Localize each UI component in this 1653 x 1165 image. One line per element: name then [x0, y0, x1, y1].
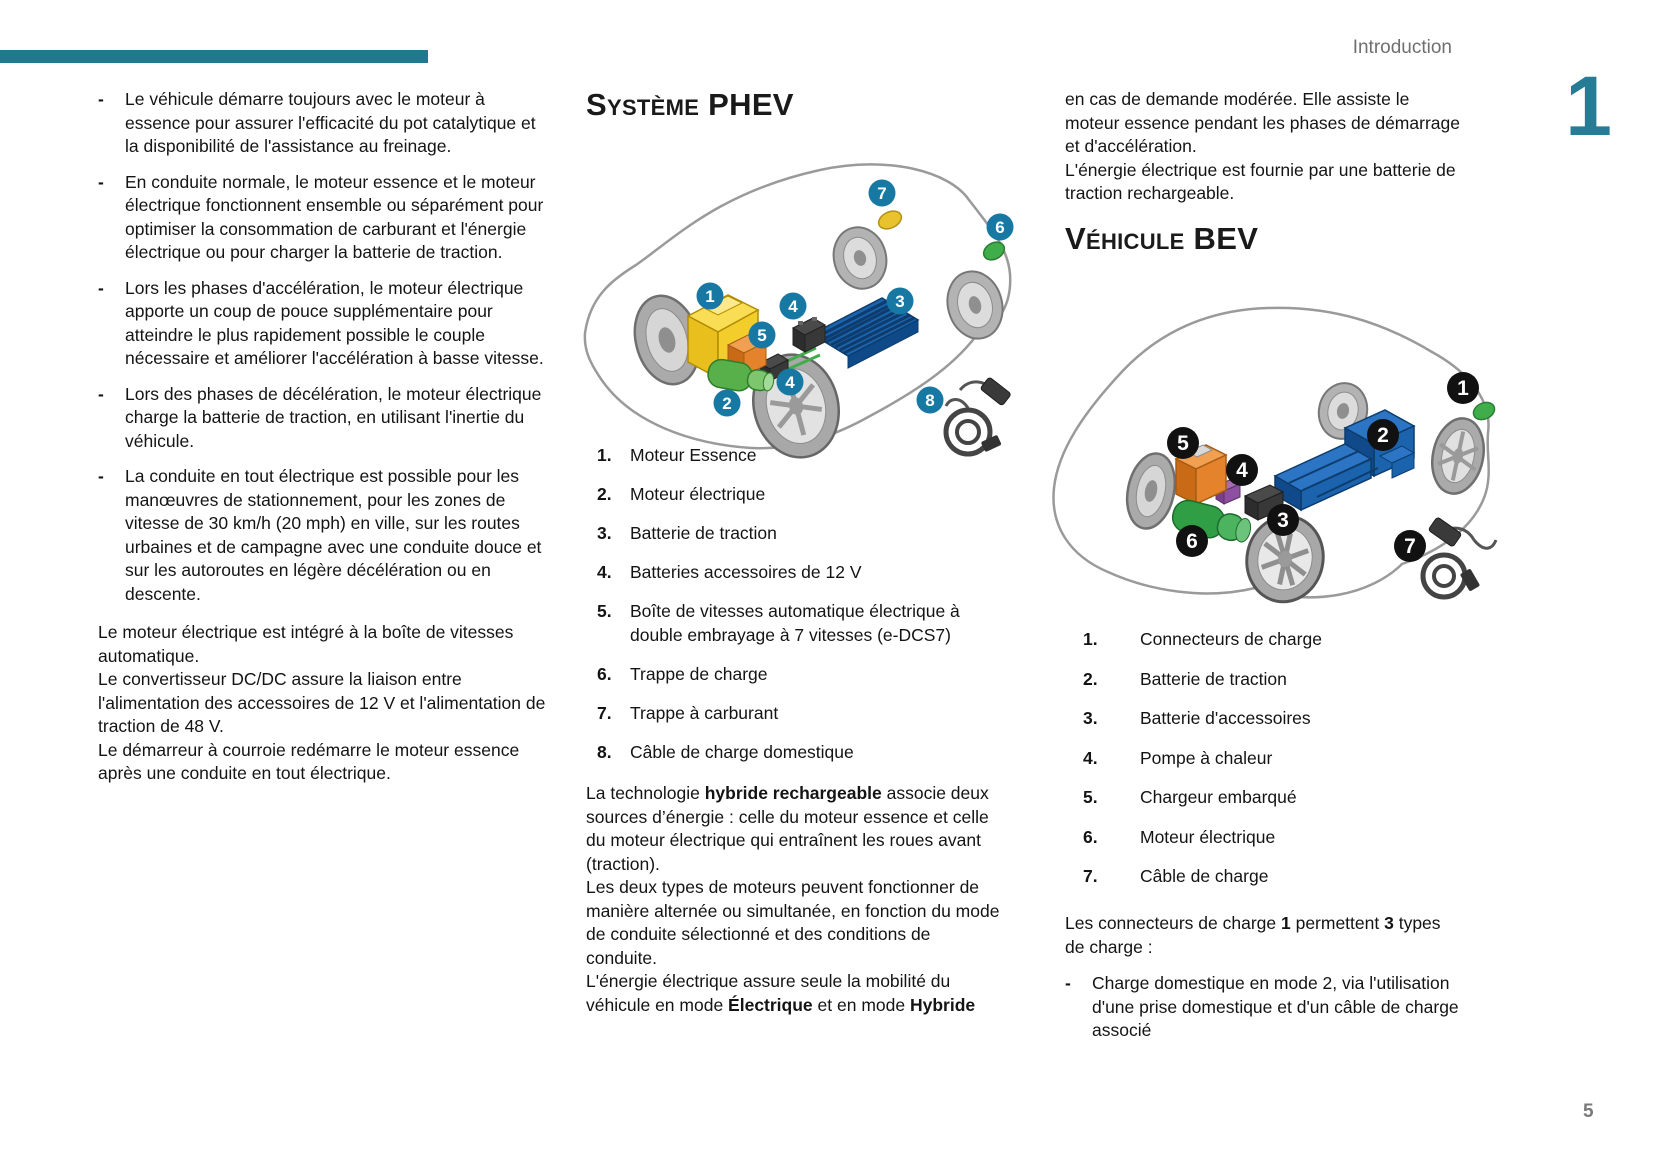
- text-run: Les deux types de moteurs peuvent fonctionner de manière alternée ou simultanée, en fonction du mode de conduite sélectionné et des conditions de conduite.: [586, 877, 1000, 968]
- text-run: associe deux sources d’énergie : celle du moteur essence et celle du moteur électrique qui entraînent les roues avant (traction).: [586, 783, 989, 874]
- bullet-text: Le véhicule démarre toujours avec le moteur à essence pour assurer l'efficacité du pot catalytique et la disponibilité de l'assistance au freinage.: [125, 89, 536, 156]
- item-label: Connecteurs de charge: [1140, 629, 1322, 649]
- paragraph: L'énergie électrique est fournie par une batterie de traction rechargeable.: [1065, 159, 1456, 203]
- item-label: Boîte de vitesses automatique électrique à double embrayage à 7 vitesses (e-DCS7): [630, 601, 960, 645]
- phev-legend: [597, 444, 1009, 780]
- item-number: 6.: [597, 663, 612, 684]
- text-run: La technologie: [586, 783, 705, 803]
- paragraph: [1065, 912, 1463, 959]
- bev-intro: [1065, 88, 1463, 206]
- legend-item: [1083, 826, 1473, 850]
- bev-diagram: [1040, 278, 1500, 618]
- item-label: Batteries accessoires de 12 V: [630, 562, 862, 582]
- bullet-text: En conduite normale, le moteur essence et le moteur électrique fonctionnent ensemble ou séparément pour optimiser la consommation de carburant et l'énergie électrique ou pour charger la batterie de traction.: [125, 171, 544, 262]
- left-paragraph-block: [98, 621, 550, 786]
- dash-marker: -: [98, 383, 104, 404]
- dash-marker: -: [98, 171, 104, 192]
- phev-charging-cable: [946, 377, 1011, 454]
- item-label: Câble de charge: [1140, 866, 1269, 886]
- legend-item: [597, 702, 1009, 726]
- text-run: et en mode: [812, 994, 910, 1015]
- item-label: Trappe à carburant: [630, 702, 779, 723]
- bev-badge-1: 1: [1457, 377, 1469, 400]
- item-label: Batterie d'accessoires: [1140, 708, 1311, 728]
- item-label: Moteur Essence: [630, 445, 757, 465]
- section-header: Introduction: [1352, 37, 1452, 58]
- item-number: 4.: [597, 562, 612, 582]
- phev-heading: Système PHEV: [586, 87, 794, 122]
- bev-badge-4: 4: [1236, 459, 1248, 482]
- item-label: Batterie de traction: [630, 523, 777, 543]
- item-number: 8.: [597, 741, 612, 762]
- bullet-text: Lors des phases de décélération, le moteur électrique charge la batterie de traction, en utilisant l'inertie du véhicule.: [125, 383, 542, 451]
- item-number: 7.: [1083, 866, 1098, 886]
- dash-marker: -: [98, 89, 104, 109]
- phev-description: [586, 782, 1004, 1017]
- paragraph: [586, 876, 1004, 970]
- dash-marker: -: [1065, 973, 1071, 993]
- phev-badge-8: 8: [925, 391, 935, 410]
- phev-badge-6: 6: [995, 218, 1005, 237]
- bev-badge-3: 3: [1277, 509, 1289, 532]
- list-item: [98, 88, 550, 159]
- item-label: Moteur électrique: [1140, 826, 1276, 847]
- bev-heading: Véhicule BEV: [1065, 221, 1259, 256]
- list-item: [1065, 972, 1467, 1043]
- legend-item: [1083, 747, 1473, 771]
- bev-badge-6: 6: [1186, 530, 1198, 553]
- paragraph: Le moteur électrique est intégré à la boîte de vitesses automatique.: [98, 622, 514, 666]
- phev-badge-2: 2: [722, 394, 732, 413]
- bold-run: 1: [1280, 913, 1291, 933]
- bev-charge-cable: [1423, 517, 1496, 597]
- bold-run: hybride rechargeable: [704, 783, 882, 803]
- legend-item: [597, 444, 1009, 468]
- item-number: 5.: [597, 601, 612, 621]
- text-run: L'énergie électrique assure seule la mobilité du véhicule en mode: [586, 971, 951, 1015]
- phev-badge-4a: 4: [788, 297, 798, 316]
- phev-badge-7: 7: [877, 184, 887, 203]
- item-number: 2.: [597, 484, 612, 504]
- paragraph: en cas de demande modérée. Elle assiste le moteur essence pendant les phases de démarrage et d'accélération.: [1065, 89, 1460, 156]
- text-run: Les connecteurs de charge: [1065, 913, 1281, 933]
- item-label: Chargeur embarqué: [1140, 787, 1297, 807]
- legend-item: [597, 741, 1009, 765]
- list-item: [98, 383, 550, 454]
- left-column: [98, 88, 550, 786]
- legend-item: [597, 483, 1009, 507]
- bold-run: 3: [1384, 913, 1394, 933]
- bullet-text: Charge domestique en mode 2, via l'utilisation d'une prise domestique et d'un câble de charge associé: [1092, 973, 1459, 1040]
- legend-item: [1083, 668, 1473, 692]
- item-label: Moteur électrique: [630, 484, 766, 504]
- item-number: 6.: [1083, 826, 1098, 847]
- item-label: Trappe de charge: [630, 663, 768, 684]
- page-number: 5: [1583, 1101, 1594, 1122]
- bev-connectors-paragraph: [1065, 912, 1463, 959]
- bev-badge-7: 7: [1404, 535, 1416, 558]
- bev-legend: [1083, 628, 1473, 905]
- bev-badge-2: 2: [1377, 424, 1389, 447]
- phev-diagram: [570, 138, 1020, 468]
- text-run: types de charge :: [1065, 913, 1441, 957]
- legend-item: [597, 600, 1009, 647]
- dash-marker: -: [98, 466, 104, 486]
- bold-run: Électrique: [728, 994, 813, 1015]
- phev-badge-3: 3: [895, 292, 905, 311]
- bullet-text: La conduite en tout électrique est possible pour les manœuvres de stationnement, pour les zones de vitesse de 30 km/h (20 mph) en ville, sur les routes urbaines et de campagne avec une conduite douce et sur les autoroutes en légère décélération ou en descente.: [125, 466, 542, 604]
- bev-charge-types: [1065, 972, 1467, 1055]
- legend-item: [1083, 707, 1473, 731]
- legend-item: [1083, 786, 1473, 810]
- item-number: 3.: [1083, 708, 1098, 728]
- bold-run: Hybride: [909, 994, 976, 1015]
- chapter-accent-bar: [0, 50, 428, 63]
- list-item: [98, 171, 550, 265]
- legend-item: [597, 522, 1009, 546]
- paragraph: Le démarreur à courroie redémarre le moteur essence après une conduite en tout électrique.: [98, 739, 520, 783]
- dash-marker: -: [98, 277, 104, 298]
- phev-badge-5: 5: [757, 326, 767, 345]
- paragraph: [586, 782, 1004, 876]
- item-number: 5.: [1083, 787, 1098, 807]
- legend-item: [597, 561, 1009, 585]
- item-label: Câble de charge domestique: [630, 741, 854, 762]
- item-label: Batterie de traction: [1140, 668, 1287, 689]
- list-item: [98, 465, 550, 606]
- item-number: 7.: [597, 702, 612, 723]
- item-label: Pompe à chaleur: [1140, 747, 1273, 768]
- legend-item: [1083, 628, 1473, 652]
- bev-badge-5: 5: [1177, 432, 1189, 455]
- list-item: [98, 277, 550, 371]
- phev-badge-1: 1: [705, 287, 715, 306]
- paragraph: [586, 970, 1004, 1017]
- item-number: 1.: [597, 445, 612, 465]
- phev-badge-4b: 4: [785, 373, 795, 392]
- bullet-text: Lors les phases d'accélération, le moteur électrique apporte un coup de pouce supplémentaire pour atteindre le plus rapidement possible le couple nécessaire et améliorer l'accélération à basse vitesse.: [125, 277, 544, 368]
- item-number: 1.: [1083, 629, 1098, 649]
- chapter-number: 1: [1565, 59, 1612, 153]
- text-run: permettent: [1290, 913, 1385, 933]
- paragraph: Le convertisseur DC/DC assure la liaison entre l'alimentation des accessoires de 12 V et l'alimentation de traction de 48 V.: [98, 669, 546, 736]
- item-number: 2.: [1083, 668, 1098, 689]
- legend-item: [1083, 865, 1473, 889]
- item-number: 4.: [1083, 747, 1098, 768]
- legend-item: [597, 663, 1009, 687]
- item-number: 3.: [597, 523, 612, 543]
